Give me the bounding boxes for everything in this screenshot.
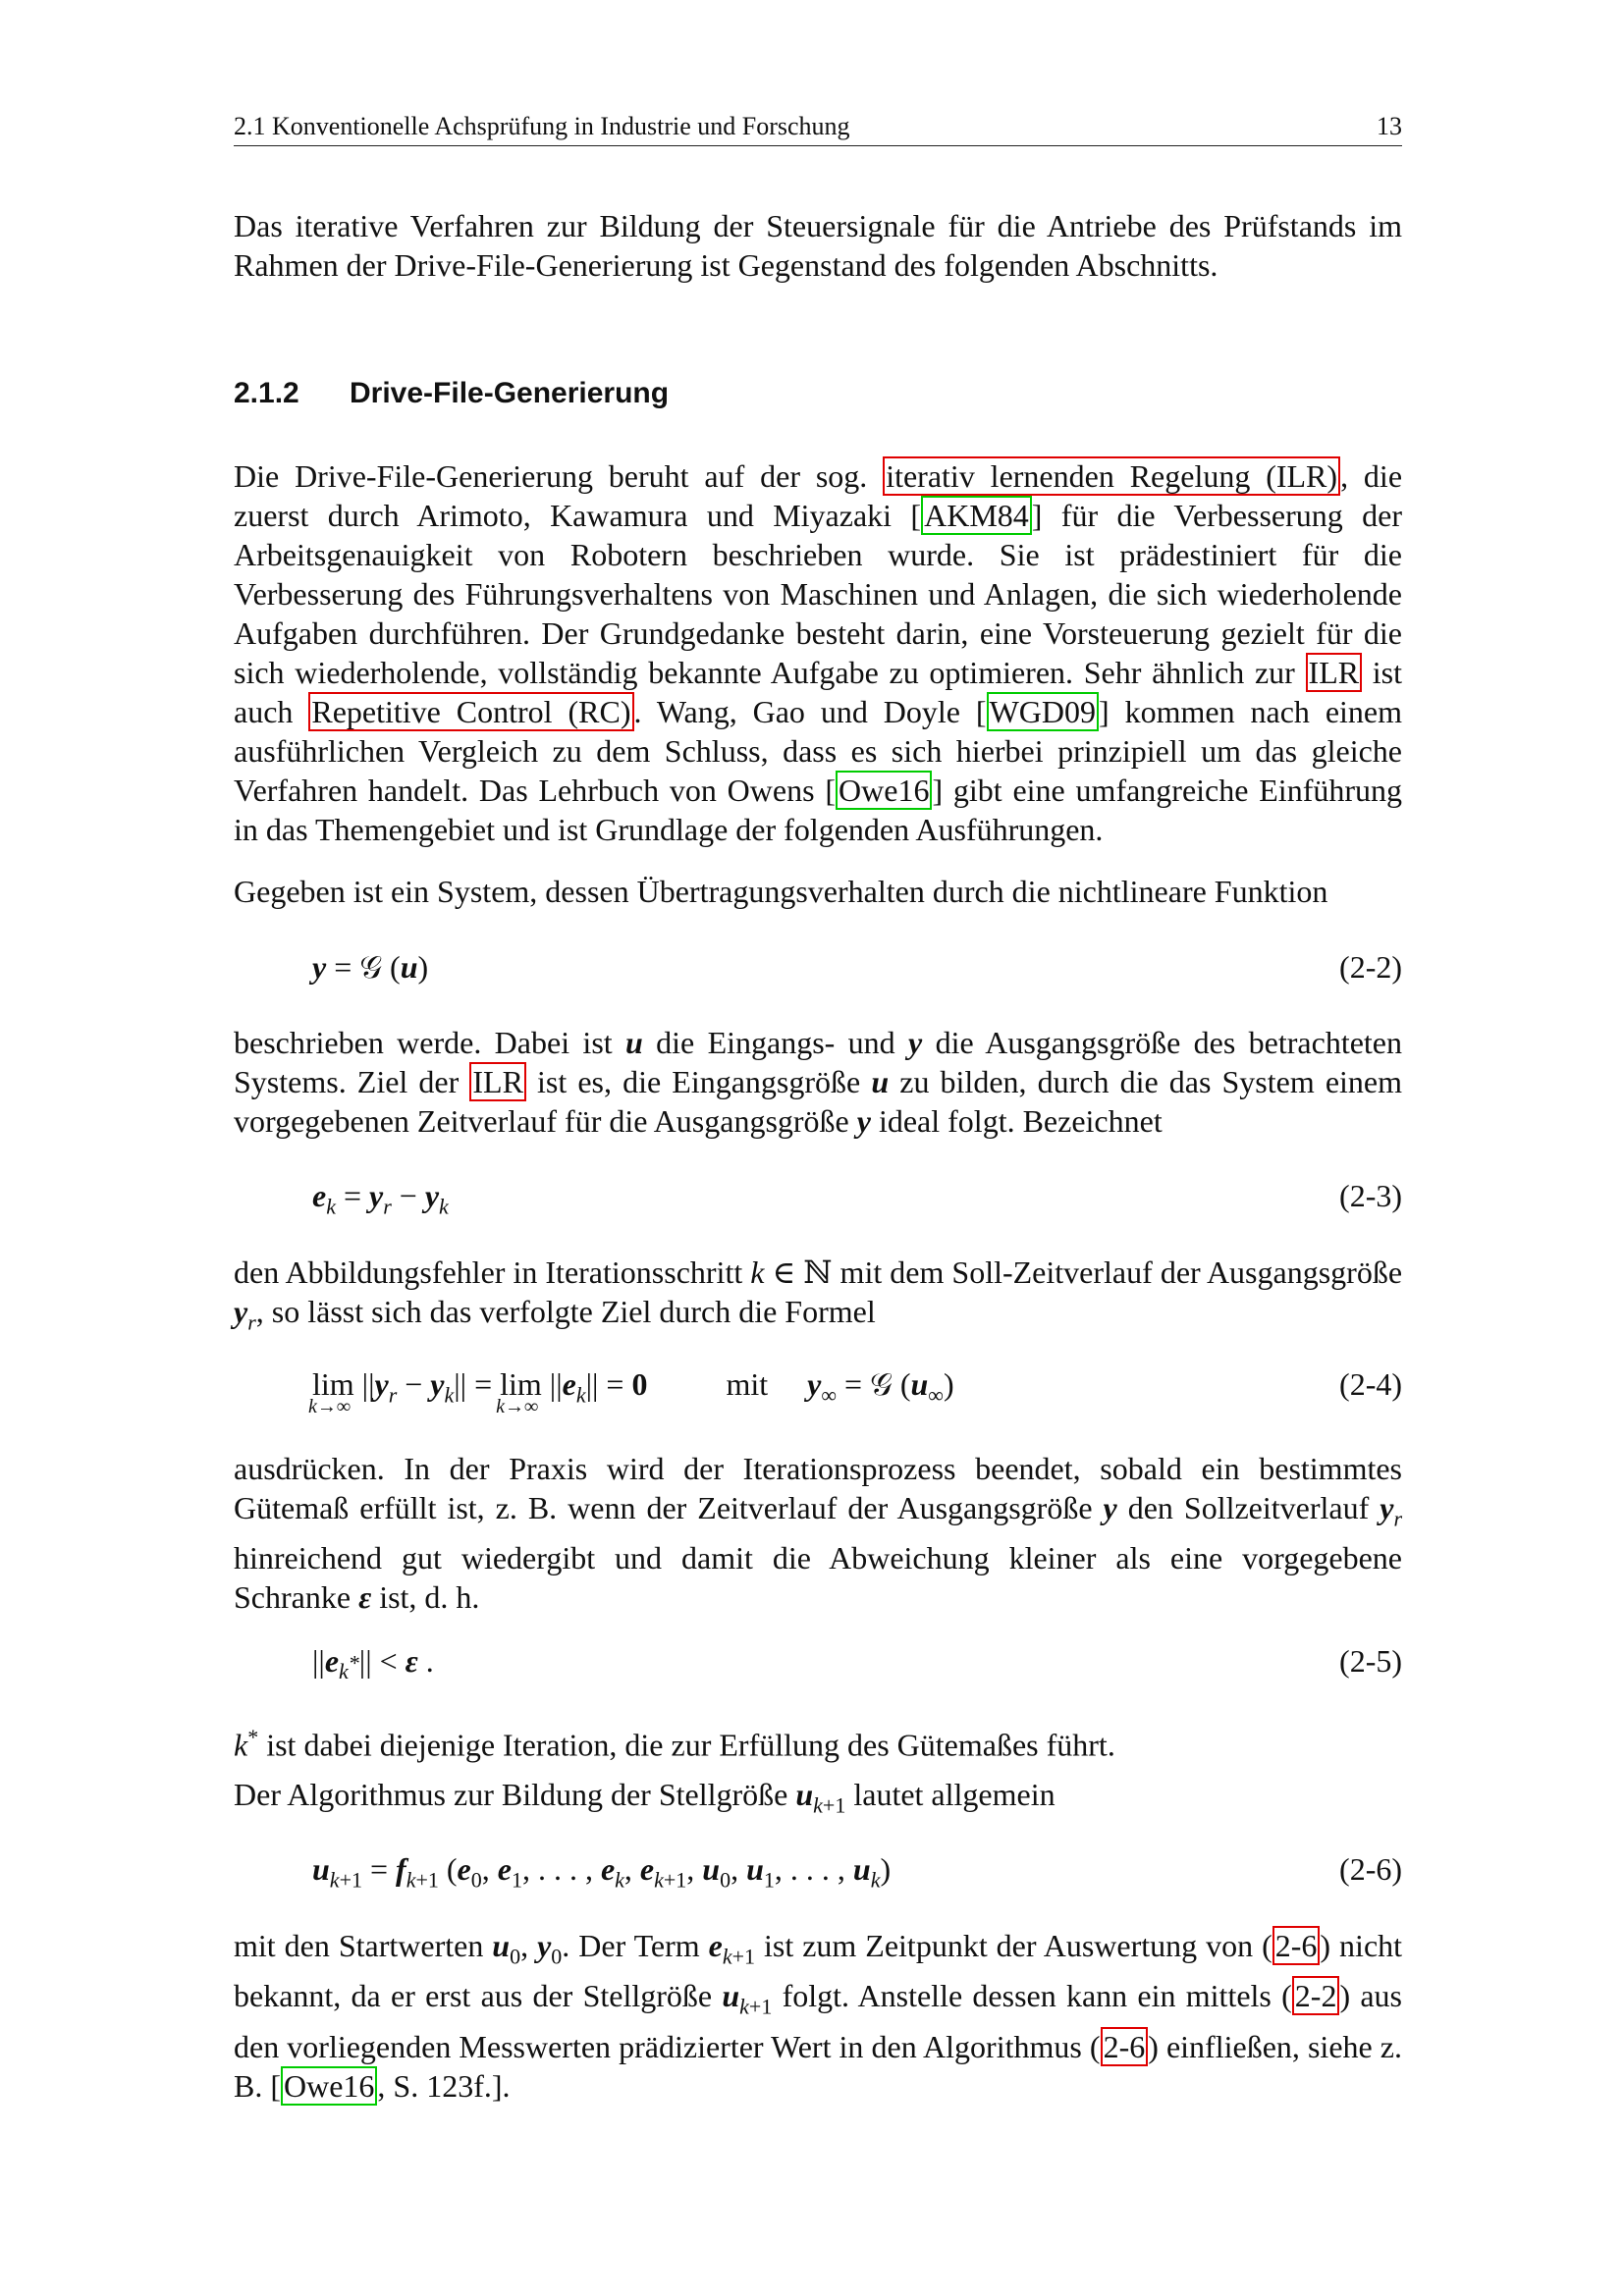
- equation-2-6: [312, 1851, 1402, 1895]
- acronym-link-ilr[interactable]: ILR: [469, 1062, 526, 1101]
- text: . Wang, Gao und Doyle [: [633, 694, 987, 729]
- text: Die Drive-File-Generierung beruht auf der sog.: [234, 458, 884, 494]
- text: zu bilden, durch die das System einem vorgegebenen Zeitverlauf für die Ausgangsgröße: [234, 1064, 1403, 1139]
- text: hinreichend gut wiedergibt und damit die Abweichung kleiner als eine vorgegebene Schranke: [234, 1540, 1402, 1616]
- text: beschrieben werde. Dabei ist: [234, 1025, 625, 1060]
- text: mit den Startwerten: [234, 1928, 493, 1963]
- text: den Sollzeitverlauf: [1116, 1490, 1380, 1525]
- text: ausdrücken. In der Praxis wird der Iterationsprozess beendet, sobald ein bestimmtes Gütemaß erfüllt ist, z. B. wenn der Zeitverlauf der Ausgangsgröße: [234, 1451, 1402, 1525]
- equation-body: $||e_{k^*}|| < \varepsilon$ .: [312, 1643, 434, 1684]
- equation-2-5: [312, 1643, 1402, 1686]
- text: die Ausgangsgröße des betrachteten Systems. Ziel der: [234, 1025, 1402, 1099]
- equation-2-4: [308, 1366, 1402, 1429]
- page-number: 13: [1377, 112, 1402, 140]
- text: mit dem Soll-Zeitverlauf der Ausgangsgröße: [832, 1255, 1403, 1290]
- equation-ref-2-6[interactable]: 2-6: [1101, 2027, 1149, 2066]
- equation-2-3: [312, 1178, 1402, 1221]
- text: , die zuerst durch Arimoto, Kawamura und Miyazaki [: [234, 458, 1403, 533]
- section-title: Drive-File-Generierung: [350, 377, 670, 409]
- equation-2-2: [312, 949, 1402, 992]
- text: die Eingangs- und: [642, 1025, 909, 1060]
- equation-body: lim k→∞ $||y_r - y_k|| = \lim$ k→∞ $||e_k|| = 0$ mit $y_\infty$ = 𝒢 $(u_\infty)$: [308, 1366, 954, 1417]
- paragraph-system: Gegeben ist ein System, dessen Übertragungsverhalten durch die nichtlineare Funktion: [234, 874, 1328, 909]
- equation-number: (2-5): [1339, 1643, 1402, 1679]
- text: den Abbildungsfehler in Iterationsschritt: [234, 1255, 751, 1290]
- paragraph-description: beschrieben werde. Dabei ist u die Eingangs- und y die Ausgangsgröße des betrachteten Systems. Ziel der ILR ist es, die Eingangsgröße u zu bilden, durch die das System einem vorgegebenen Zeitverlauf für die Ausgangsgröße y ideal folgt. Bezeichnet: [234, 1025, 1403, 1139]
- equation-mit: mit: [726, 1366, 769, 1402]
- paragraph-practice: ausdrücken. In der Praxis wird der Iterationsprozess beendet, sobald ein bestimmtes Gütemaß erfüllt ist, z. B. wenn der Zeitverlauf der Ausgangsgröße y den Sollzeitverlauf $y_r$ hinreichend gut wiedergibt und damit die Abweichung kleiner als eine vorgegebene Schranke ε ist, d. h.: [234, 1451, 1403, 1616]
- text: ist es, die Eingangsgröße: [525, 1064, 872, 1099]
- acronym-link-rc[interactable]: Repetitive Control (RC): [308, 692, 633, 731]
- text: ) einfließen, siehe z. B. [: [234, 2028, 1403, 2104]
- text: ist dabei diejenige Iteration, die zur Erfüllung des Gütemaßes führt.: [258, 1727, 1115, 1763]
- text: ] für die Verbesserung der Arbeitsgenauigkeit von Robotern beschrieben wurde. Sie ist prädestiniert für die Verbesserung des Führungsverhaltens von Maschinen und Anlagen, die sich wiederholende Aufgaben durchführen. Der Grundgedanke besteht darin, eine Vorsteuerung gezielt für die sich wiederholende, vollständig bekannte Aufgabe zu optimieren. Sehr ähnlich zur: [234, 498, 1403, 690]
- equation-number: (2-3): [1339, 1178, 1402, 1213]
- text: ] gibt eine umfangreiche Einführung in das Themengebiet und ist Grundlage der folgenden Ausführungen.: [234, 773, 1403, 847]
- text: Der Algorithmus zur Bildung der Stellgröße: [234, 1777, 796, 1812]
- text: ] kommen nach einem ausführlichen Vergleich zu dem Schluss, dass es sich hierbei prinzipiell um das gleiche Verfahren handelt. Das Lehrbuch von Owens [: [234, 694, 1403, 808]
- equation-ref-2-2[interactable]: 2-2: [1292, 1976, 1340, 2015]
- paragraph-ilr-intro: [234, 456, 1402, 849]
- equation-body: y = 𝒢 (u): [312, 949, 429, 985]
- text: , S. 123f.].: [377, 2067, 511, 2104]
- text: ideal folgt. Bezeichnet: [870, 1103, 1163, 1139]
- acronym-link-ilr[interactable]: ILR: [1306, 653, 1363, 692]
- section-heading: [234, 377, 669, 410]
- equation-ref-2-6[interactable]: 2-6: [1272, 1926, 1321, 1965]
- acronym-link-ilr-full[interactable]: iterativ lernenden Regelung (ILR): [883, 456, 1340, 496]
- text: lautet allgemein: [845, 1777, 1056, 1812]
- citation-link-akm84[interactable]: AKM84: [921, 496, 1032, 535]
- equation-number: (2-4): [1339, 1366, 1402, 1402]
- text: . Der Term: [562, 1928, 709, 1963]
- equation-number: (2-6): [1339, 1851, 1402, 1887]
- text: ist zum Zeitpunkt der Auswertung von (: [755, 1928, 1272, 1963]
- paragraph-kstar: k* ist dabei diejenige Iteration, die zur Erfüllung des Gütemaßes führt.: [234, 1725, 1115, 1763]
- text: folgt. Anstelle dessen kann ein mittels (: [772, 1978, 1292, 2014]
- text: ) nicht bekannt, da er erst aus der Stellgröße: [234, 1928, 1403, 2014]
- paragraph-startvalues: mit den Startwerten $u_0$, $y_0$. Der Term $e_{k+1}$ ist zum Zeitpunkt der Auswertung von (2-6) nicht bekannt, da er erst aus der Stellgröße $u_{k+1}$ folgt. Anstelle dessen kann ein mittels (2-2) aus den vorliegenden Messwerten prädizierter Wert in den Algorithmus (2-6) einfließen, siehe z. B. [Owe16, S. 123f.].: [234, 1928, 1403, 2104]
- citation-link-owe16[interactable]: Owe16: [836, 771, 932, 810]
- text: ist, d. h.: [371, 1579, 480, 1616]
- intro-paragraph: Das iterative Verfahren zur Bildung der Steuersignale für die Antriebe des Prüfstands im Rahmen der Drive-File-Generierung ist Gegenstand des folgenden Abschnitts.: [234, 208, 1402, 283]
- section-number: 2.1.2: [234, 377, 299, 409]
- equation-body: $u_{k+1} = f_{k+1}$ ($e_0$, $e_1$, . . . , $e_k$, $e_{k+1}$, $u_0$, $u_1$, . . . , $u_k$): [312, 1851, 892, 1893]
- equation-body: $e_k = y_r - y_k$: [312, 1178, 449, 1219]
- running-header: [234, 110, 1402, 146]
- text: ) aus den vorliegenden Messwerten prädizierter Wert in den Algorithmus (: [234, 1978, 1402, 2064]
- equation-number: (2-2): [1339, 949, 1402, 985]
- citation-link-owe16[interactable]: Owe16: [281, 2066, 377, 2106]
- citation-link-wgd09[interactable]: WGD09: [987, 692, 1099, 731]
- text: , so lässt sich das verfolgte Ziel durch die Formel: [255, 1294, 876, 1329]
- text: ist auch: [234, 655, 1403, 729]
- paragraph-algorithm: Der Algorithmus zur Bildung der Stellgröße $u_{k+1}$ lautet allgemein: [234, 1777, 1056, 1818]
- header-section-title: 2.1 Konventionelle Achsprüfung in Industrie und Forschung: [234, 112, 850, 140]
- paragraph-error: den Abbildungsfehler in Iterationsschritt k ∈ ℕ mit dem Soll-Zeitverlauf der Ausgangsgröße $y_r$, so lässt sich das verfolgte Ziel durch die Formel: [234, 1255, 1403, 1335]
